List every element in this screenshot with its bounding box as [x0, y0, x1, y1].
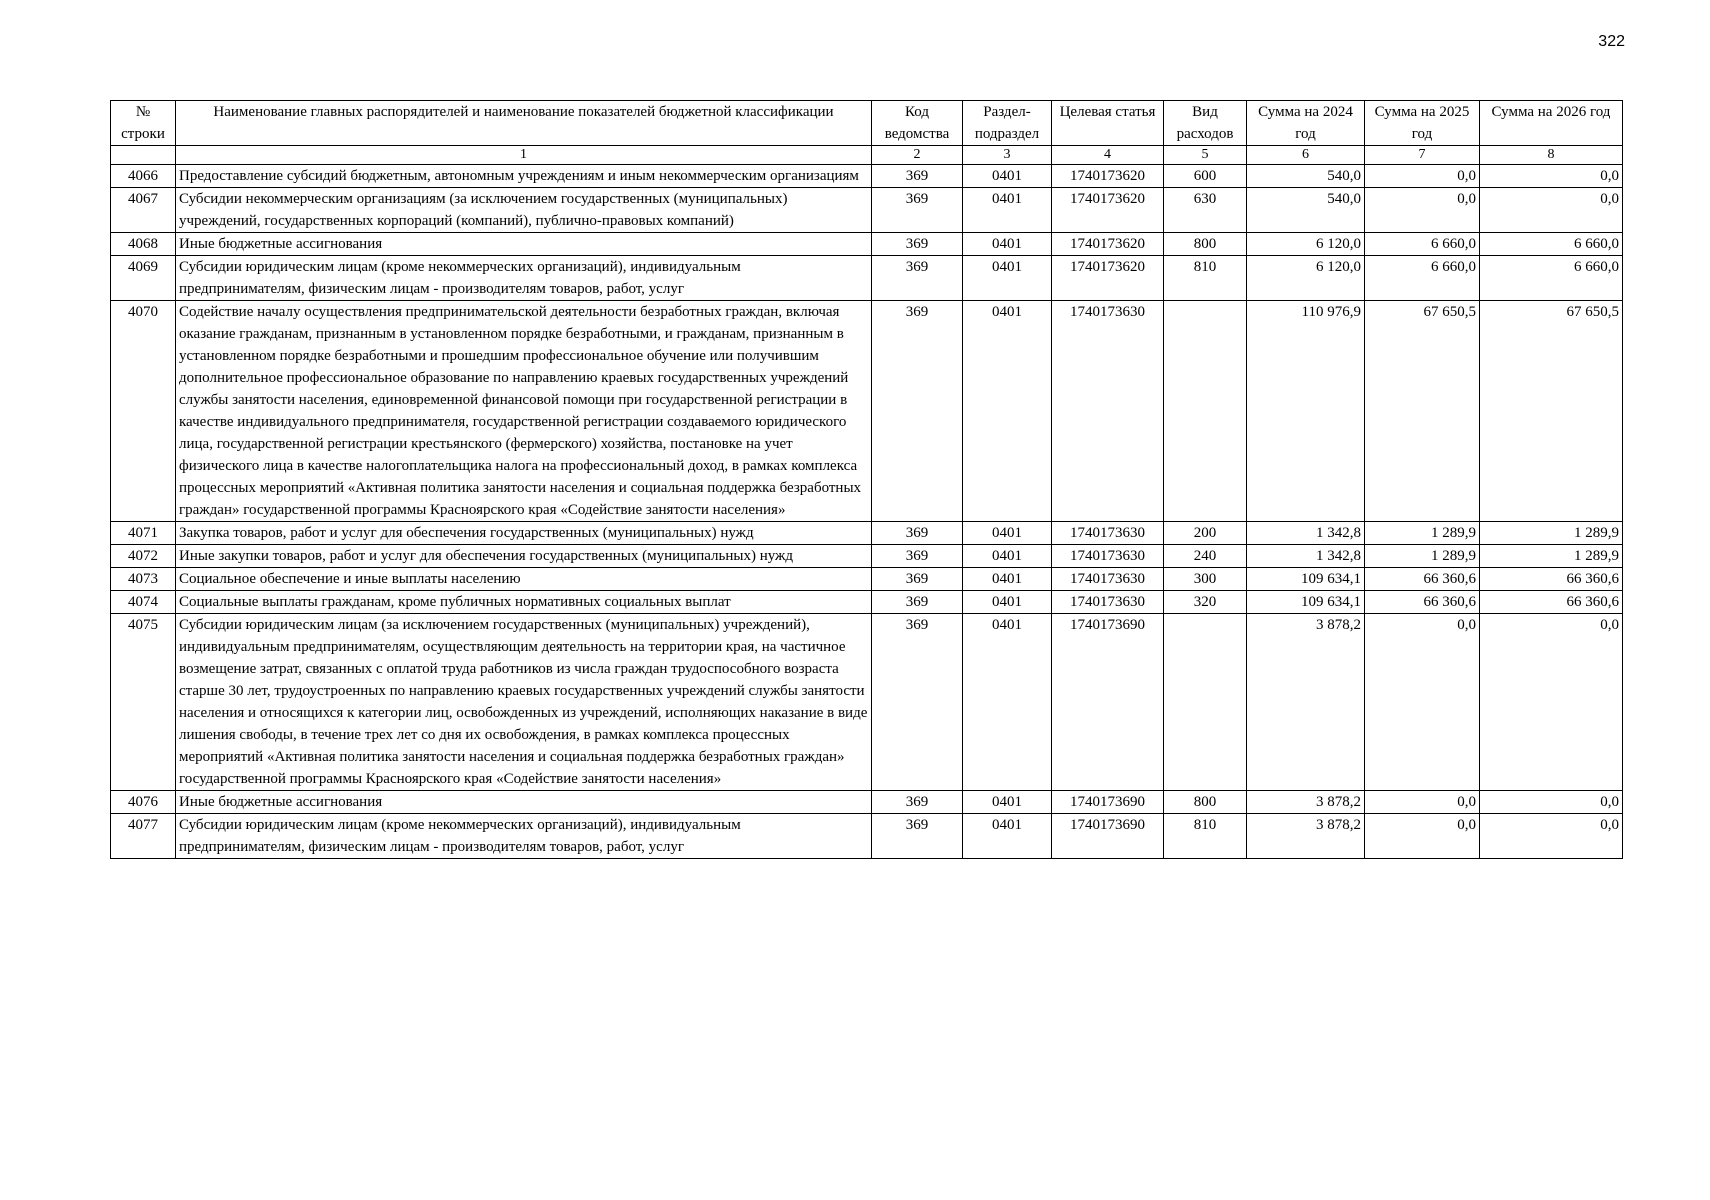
row-number: 4068: [111, 233, 176, 256]
row-sum-2026: 1 289,9: [1480, 545, 1623, 568]
row-name: Иные бюджетные ассигнования: [176, 791, 872, 814]
row-sum-2026: 66 360,6: [1480, 568, 1623, 591]
table-row: [111, 791, 1623, 814]
column-number: 8: [1480, 146, 1623, 165]
row-name: Закупка товаров, работ и услуг для обеспечения государственных (муниципальных) нужд: [176, 522, 872, 545]
row-target: 1740173690: [1052, 791, 1164, 814]
table-row: [111, 614, 1623, 791]
row-sum-2024: 1 342,8: [1247, 545, 1365, 568]
header-expense-type: Вид расходов: [1164, 101, 1247, 146]
row-sum-2025: 0,0: [1365, 165, 1480, 188]
row-sum-2024: 6 120,0: [1247, 233, 1365, 256]
row-sum-2025: 0,0: [1365, 791, 1480, 814]
header-row: [111, 101, 1623, 146]
row-number: 4074: [111, 591, 176, 614]
row-number: 4066: [111, 165, 176, 188]
row-sum-2026: 0,0: [1480, 165, 1623, 188]
column-number: 2: [872, 146, 963, 165]
row-sum-2026: 0,0: [1480, 188, 1623, 233]
column-number: 4: [1052, 146, 1164, 165]
row-sum-2024: 3 878,2: [1247, 814, 1365, 859]
row-number: 4076: [111, 791, 176, 814]
row-expense-type: 600: [1164, 165, 1247, 188]
row-target: 1740173630: [1052, 301, 1164, 522]
row-sum-2026: 0,0: [1480, 614, 1623, 791]
row-section: 0401: [963, 165, 1052, 188]
row-expense-type: 630: [1164, 188, 1247, 233]
row-expense-type: 300: [1164, 568, 1247, 591]
row-expense-type: 240: [1164, 545, 1247, 568]
row-dept-code: 369: [872, 522, 963, 545]
column-number: [111, 146, 176, 165]
row-sum-2026: 66 360,6: [1480, 591, 1623, 614]
row-expense-type: [1164, 614, 1247, 791]
row-target: 1740173690: [1052, 814, 1164, 859]
table-body: [111, 165, 1623, 859]
row-sum-2024: 1 342,8: [1247, 522, 1365, 545]
row-dept-code: 369: [872, 814, 963, 859]
row-sum-2026: 0,0: [1480, 791, 1623, 814]
row-sum-2024: 3 878,2: [1247, 614, 1365, 791]
row-target: 1740173620: [1052, 233, 1164, 256]
table-row: [111, 256, 1623, 301]
row-dept-code: 369: [872, 256, 963, 301]
row-sum-2024: 540,0: [1247, 165, 1365, 188]
row-target: 1740173620: [1052, 256, 1164, 301]
row-dept-code: 369: [872, 614, 963, 791]
row-section: 0401: [963, 188, 1052, 233]
row-sum-2025: 66 360,6: [1365, 591, 1480, 614]
row-expense-type: 200: [1164, 522, 1247, 545]
row-section: 0401: [963, 591, 1052, 614]
row-target: 1740173620: [1052, 188, 1164, 233]
row-dept-code: 369: [872, 568, 963, 591]
row-name: Иные бюджетные ассигнования: [176, 233, 872, 256]
row-target: 1740173630: [1052, 522, 1164, 545]
row-number: 4067: [111, 188, 176, 233]
row-sum-2024: 109 634,1: [1247, 591, 1365, 614]
table-row: [111, 814, 1623, 859]
row-dept-code: 369: [872, 301, 963, 522]
row-sum-2025: 0,0: [1365, 814, 1480, 859]
header-sum-2026: Сумма на 2026 год: [1480, 101, 1623, 146]
row-section: 0401: [963, 791, 1052, 814]
page-number: 322: [1598, 33, 1625, 50]
row-name: Содействие началу осуществления предпринимательской деятельности безработных граждан, включая оказание гражданам, признанным в установленном порядке безработными, и гражданам, признанным в установленном порядке безработными и прошедшим профессиональное обучение или получившим дополнительное профессиональное образование по направлению краевых государственных учреждений службы занятости населения, единовременной финансовой помощи при государственной регистрации в качестве индивидуального предпринимателя, государственной регистрации создаваемого юридического лица, государственной регистрации крестьянского (фермерского) хозяйства, постановке на учет физического лица в качестве налогоплательщика налога на профессиональный доход, в рамках комплекса процессных мероприятий «Активная политика занятости населения и социальная поддержка безработных граждан» государственной программы Красноярского края «Содействие занятости населения»: [176, 301, 872, 522]
row-sum-2026: 0,0: [1480, 814, 1623, 859]
header-section: Раздел-подраздел: [963, 101, 1052, 146]
row-target: 1740173690: [1052, 614, 1164, 791]
row-number: 4070: [111, 301, 176, 522]
row-sum-2025: 67 650,5: [1365, 301, 1480, 522]
column-number-row: [111, 146, 1623, 165]
row-sum-2025: 1 289,9: [1365, 522, 1480, 545]
row-sum-2024: 109 634,1: [1247, 568, 1365, 591]
table-row: [111, 591, 1623, 614]
row-number: 4072: [111, 545, 176, 568]
budget-table: [110, 100, 1623, 859]
row-expense-type: 320: [1164, 591, 1247, 614]
column-number: 5: [1164, 146, 1247, 165]
row-name: Субсидии юридическим лицам (кроме некоммерческих организаций), индивидуальным предпринимателям, физическим лицам - производителям товаров, работ, услуг: [176, 256, 872, 301]
header-dept-code: Код ведомства: [872, 101, 963, 146]
header-target: Целевая статья: [1052, 101, 1164, 146]
table-row: [111, 568, 1623, 591]
row-section: 0401: [963, 568, 1052, 591]
row-name: Предоставление субсидий бюджетным, автономным учреждениям и иным некоммерческим организациям: [176, 165, 872, 188]
row-sum-2024: 110 976,9: [1247, 301, 1365, 522]
column-number: 6: [1247, 146, 1365, 165]
row-section: 0401: [963, 301, 1052, 522]
table-row: [111, 165, 1623, 188]
row-sum-2025: 0,0: [1365, 188, 1480, 233]
row-sum-2026: 67 650,5: [1480, 301, 1623, 522]
row-number: 4077: [111, 814, 176, 859]
row-number: 4073: [111, 568, 176, 591]
column-number: 7: [1365, 146, 1480, 165]
row-dept-code: 369: [872, 591, 963, 614]
row-expense-type: 800: [1164, 791, 1247, 814]
row-dept-code: 369: [872, 233, 963, 256]
row-section: 0401: [963, 233, 1052, 256]
table-row: [111, 301, 1623, 522]
header-name: Наименование главных распорядителей и наименование показателей бюджетной классификации: [176, 101, 872, 146]
row-target: 1740173620: [1052, 165, 1164, 188]
row-target: 1740173630: [1052, 591, 1164, 614]
row-number: 4075: [111, 614, 176, 791]
row-number: 4069: [111, 256, 176, 301]
row-expense-type: 810: [1164, 814, 1247, 859]
row-expense-type: 810: [1164, 256, 1247, 301]
row-name: Социальные выплаты гражданам, кроме публичных нормативных социальных выплат: [176, 591, 872, 614]
header-sum-2025: Сумма на 2025 год: [1365, 101, 1480, 146]
row-name: Субсидии некоммерческим организациям (за исключением государственных (муниципальных) учреждений, государственных корпораций (компаний), публично-правовых компаний): [176, 188, 872, 233]
row-section: 0401: [963, 256, 1052, 301]
row-section: 0401: [963, 545, 1052, 568]
column-number: 1: [176, 146, 872, 165]
row-sum-2026: 6 660,0: [1480, 233, 1623, 256]
row-sum-2026: 6 660,0: [1480, 256, 1623, 301]
row-sum-2024: 540,0: [1247, 188, 1365, 233]
row-dept-code: 369: [872, 545, 963, 568]
row-number: 4071: [111, 522, 176, 545]
row-dept-code: 369: [872, 188, 963, 233]
row-name: Субсидии юридическим лицам (за исключением государственных (муниципальных) учреждений), индивидуальным предпринимателям, осуществляющим деятельность на территории края, на частичное возмещение затрат, связанных с оплатой труда работников из числа граждан трудоспособного возраста старше 30 лет, трудоустроенных по направлению краевых государственных учреждений службы занятости населения и относящихся к категории лиц, освобожденных из учреждений, исполняющих наказание в виде лишения свободы, в течение трех лет со дня их освобождения, в рамках комплекса процессных мероприятий «Активная политика занятости населения и социальная поддержка безработных граждан» государственной программы Красноярского края «Содействие занятости населения»: [176, 614, 872, 791]
column-number: 3: [963, 146, 1052, 165]
row-sum-2025: 1 289,9: [1365, 545, 1480, 568]
row-name: Иные закупки товаров, работ и услуг для обеспечения государственных (муниципальных) нужд: [176, 545, 872, 568]
table-row: [111, 522, 1623, 545]
row-sum-2026: 1 289,9: [1480, 522, 1623, 545]
row-section: 0401: [963, 522, 1052, 545]
row-sum-2025: 6 660,0: [1365, 233, 1480, 256]
row-section: 0401: [963, 614, 1052, 791]
row-expense-type: 800: [1164, 233, 1247, 256]
row-sum-2025: 66 360,6: [1365, 568, 1480, 591]
row-name: Социальное обеспечение и иные выплаты населению: [176, 568, 872, 591]
header-sum-2024: Сумма на 2024 год: [1247, 101, 1365, 146]
row-sum-2024: 6 120,0: [1247, 256, 1365, 301]
row-sum-2025: 6 660,0: [1365, 256, 1480, 301]
row-dept-code: 369: [872, 165, 963, 188]
row-dept-code: 369: [872, 791, 963, 814]
table-row: [111, 233, 1623, 256]
row-target: 1740173630: [1052, 545, 1164, 568]
row-name: Субсидии юридическим лицам (кроме некоммерческих организаций), индивидуальным предпринимателям, физическим лицам - производителям товаров, работ, услуг: [176, 814, 872, 859]
row-sum-2024: 3 878,2: [1247, 791, 1365, 814]
row-target: 1740173630: [1052, 568, 1164, 591]
row-sum-2025: 0,0: [1365, 614, 1480, 791]
row-section: 0401: [963, 814, 1052, 859]
table-row: [111, 188, 1623, 233]
header-row-no: № строки: [111, 101, 176, 146]
row-expense-type: [1164, 301, 1247, 522]
table-row: [111, 545, 1623, 568]
